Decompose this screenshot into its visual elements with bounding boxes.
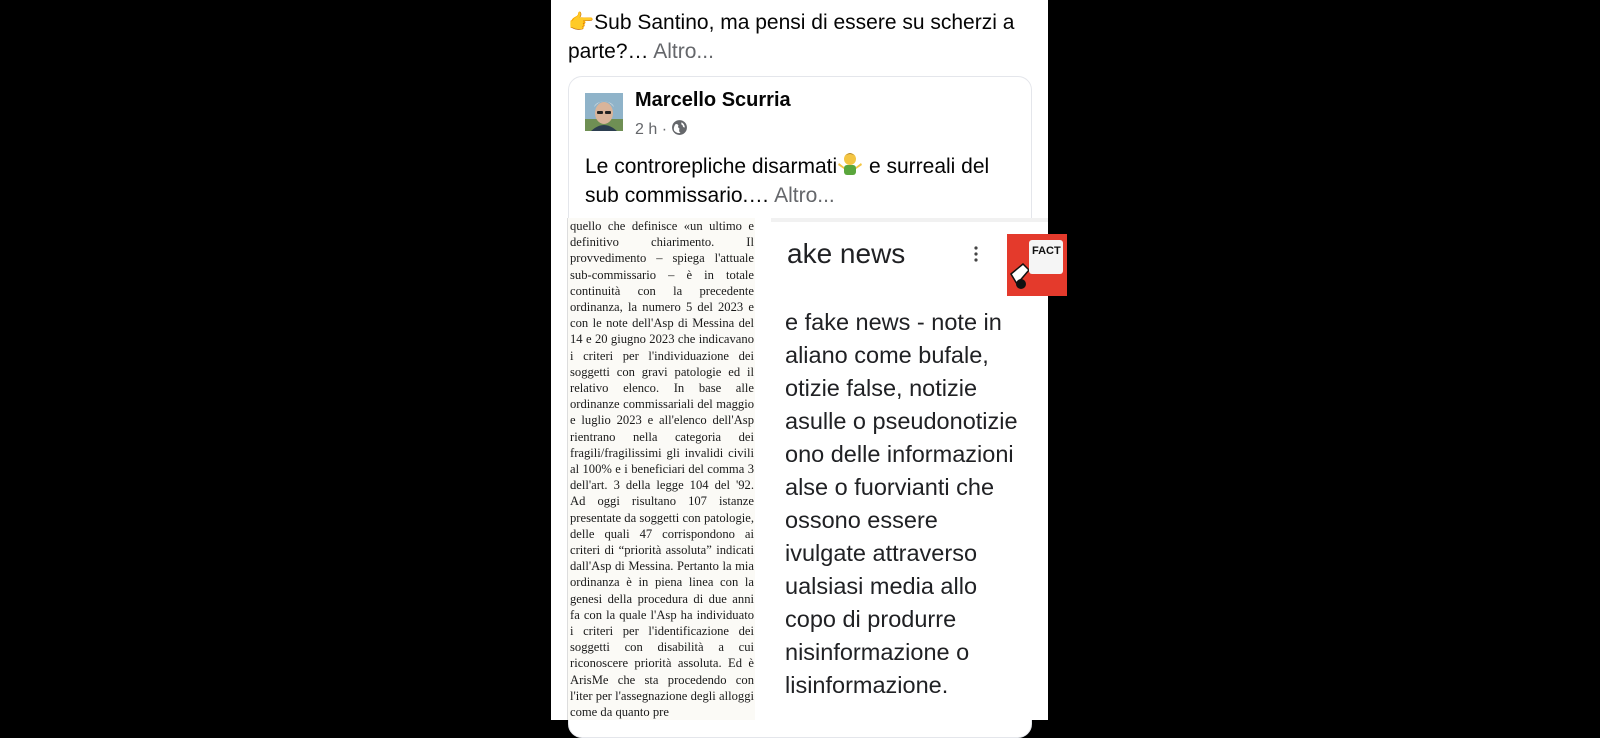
fake-news-line: ivulgate attraverso <box>785 540 978 566</box>
post-time: 2 h · <box>635 121 668 138</box>
fact-check-badge-icon <box>1007 234 1067 296</box>
newspaper-clipping <box>567 218 757 720</box>
post-image[interactable] <box>551 218 1061 720</box>
image-divider <box>755 218 771 720</box>
globe-icon <box>671 119 688 141</box>
fake-news-screenshot <box>771 218 1061 720</box>
avatar[interactable] <box>585 93 623 131</box>
phone-screen <box>551 0 1061 720</box>
card-top-border <box>771 218 1048 222</box>
fake-news-line: alse o fuorvianti che <box>785 474 995 500</box>
shared-post-text <box>585 151 1025 210</box>
post-caption <box>568 8 1028 66</box>
shared-text-part-2: e surreali del sub commissario.… <box>585 155 990 207</box>
fake-news-line: otizie false, notizie <box>785 375 978 401</box>
newspaper-article-text: quello che definisce «un ultimo e definitivo chiarimento. Il provvedimento – spiega l'attuale sub-commissario – è in totale continuità con la precedente ordinanza, la numero 5 del 2023 e con le note dell'Asp di Messina del 14 e 20 giugno 2023 che indicavano i criteri per l'individuazione dei soggetti con gravi patologie ed il relativo elenco. In base alle ordinanze commissariali del maggio e luglio 2023 e all'elenco dell'Asp rientrano nella categoria dei fragili/fragilissimi gli invalidi civili al 100% e i beneficiari del comma 3 dell'art. 3 della legge 104 del '92. Ad oggi risultano 107 istanze presentate da soggetti con patologie, delle quali 47 corrispondono ai criteri di “priorità assoluta” indicati dall'Asp di Messina. Pertanto la mia ordinanza è in piena linea con la genesi della procedura di due anni fa con la quale l'Asp ha individuato i criteri per l'identificazione dei soggetti con disabilità a cui riconoscere priorità assoluta. Ed è ArisMe che sta procedendo con l'iter per l'assegnazione degli alloggi come da quanto pre <box>570 219 754 720</box>
fake-news-line: asulle o pseudonotizie <box>785 408 1018 434</box>
fake-news-line: e fake news - note in <box>785 309 1002 335</box>
shrugging-man-emoji <box>837 151 863 177</box>
fake-news-line: nisinformazione o <box>785 639 970 665</box>
fake-news-title: ake news <box>787 238 906 269</box>
post-caption-text: 👉Sub Santino, ma pensi di essere su scherzi a parte?… <box>568 11 1015 63</box>
fake-news-line: copo di produrre <box>785 606 957 632</box>
fake-news-line: ualsiasi media allo <box>785 573 978 599</box>
shared-see-more-link[interactable]: Altro... <box>769 184 835 207</box>
fake-news-line: aliano come bufale, <box>785 342 989 368</box>
fake-news-definition <box>785 306 1085 702</box>
fake-news-line: lisinformazione. <box>785 672 949 698</box>
fact-badge-text: FACT <box>1032 245 1061 257</box>
more-options-icon <box>974 246 978 262</box>
fake-news-line: ono delle informazioni <box>785 441 1014 467</box>
fake-news-line: ossono essere <box>785 507 938 533</box>
shared-text-part-1: Le controrepliche disarmati <box>585 155 838 178</box>
post-meta <box>635 119 688 141</box>
post-see-more-link[interactable]: Altro... <box>648 40 714 63</box>
author-name[interactable]: Marcello Scurria <box>635 89 791 111</box>
